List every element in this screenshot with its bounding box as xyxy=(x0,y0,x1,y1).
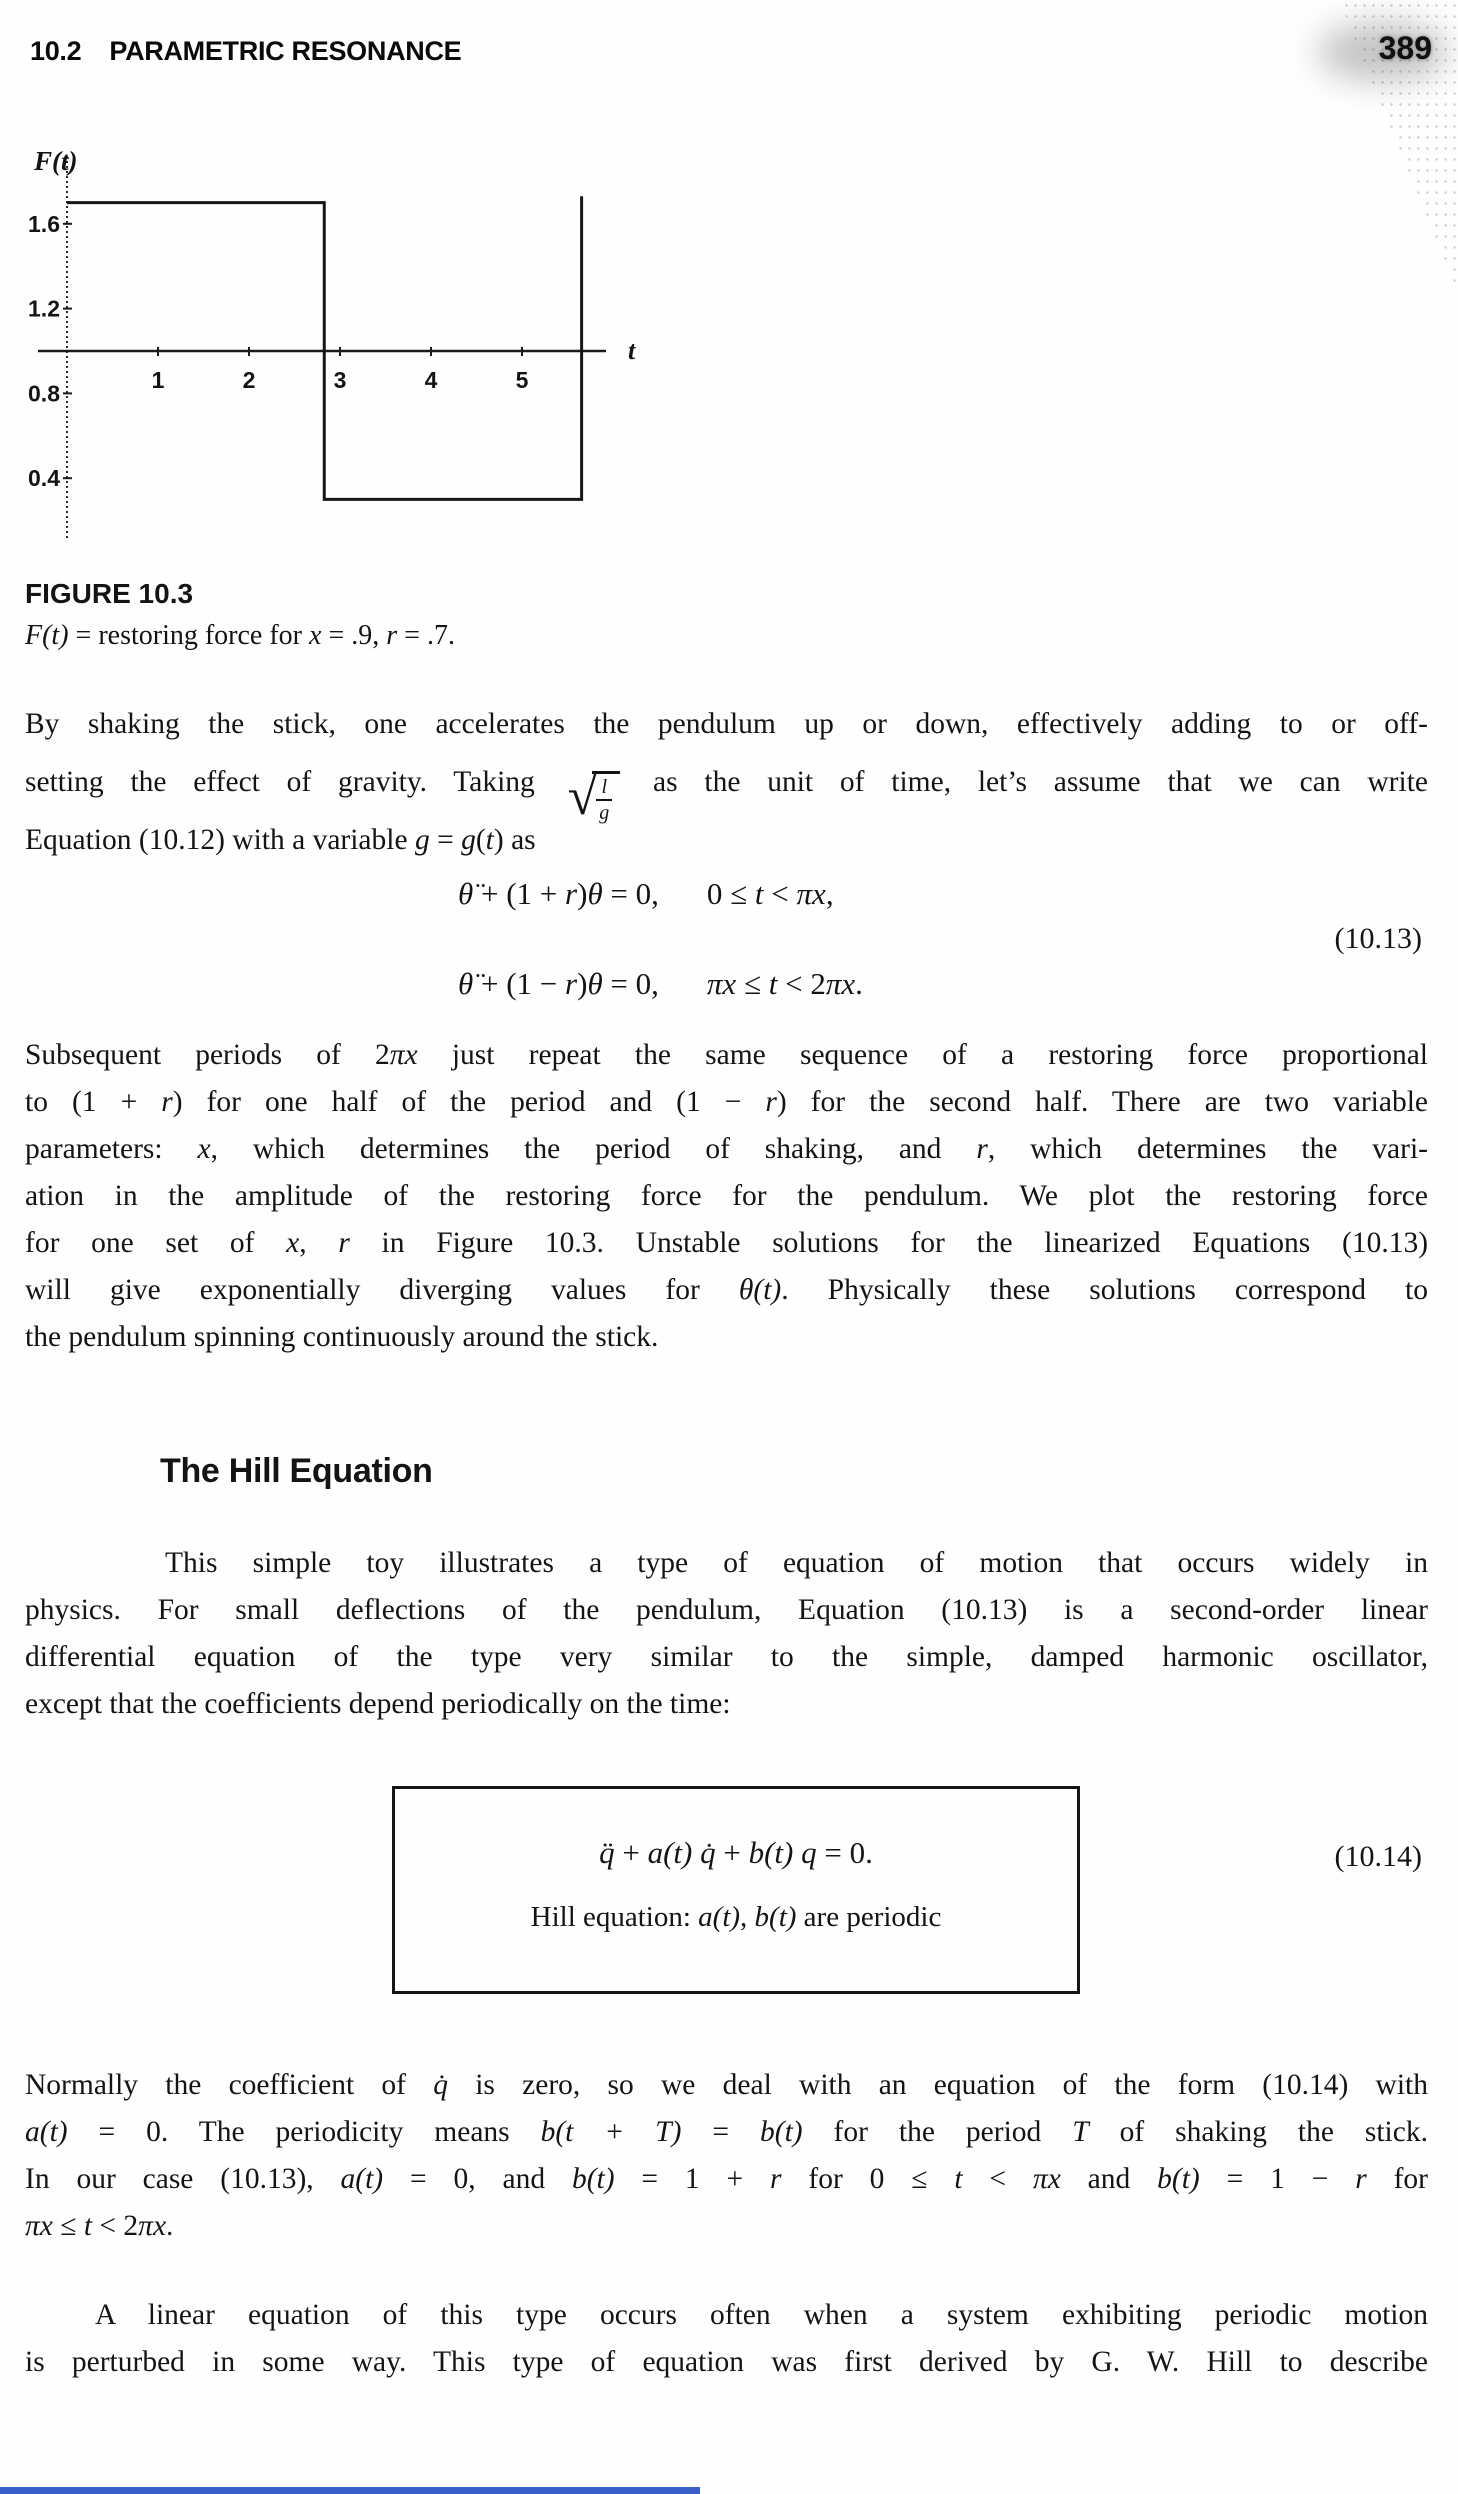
text-line: for one set of x, r in Figure 10.3. Unstable solutions for the linearized Equations (10.13) xyxy=(25,1227,1429,1259)
equation-10-13 xyxy=(0,876,1458,1026)
text-line: the pendulum spinning continuously around the stick. xyxy=(25,1321,659,1353)
figure-10-3-plot xyxy=(22,136,682,571)
hill-equation-box xyxy=(392,1786,1080,1994)
hill-equation-formula: q̈ + a(t) q̇ + b(t) q = 0. xyxy=(599,1835,873,1870)
x-tick-label: 1 xyxy=(151,367,165,393)
y-tick-label: 1.2 xyxy=(28,295,60,322)
bottom-blue-strip xyxy=(0,2487,700,2494)
text-line: a(t) = 0. The periodicity means b(t + T) = b(t) for the period T of shaking the stick. xyxy=(25,2116,1428,2148)
paragraph-simple-toy xyxy=(25,1540,1428,1728)
square-wave xyxy=(67,196,582,499)
figure-caption: F(t) = restoring force for x = .9, r = .7. xyxy=(25,620,455,651)
text-line: is perturbed in some way. This type of equation was first derived by G. W. Hill to describe xyxy=(25,2346,1428,2378)
text-line: ation in the amplitude of the restoring force for the pendulum. We plot the restoring force xyxy=(25,1180,1428,1212)
text-line: Equation (10.12) with a variable g = g(t) as xyxy=(25,824,536,856)
y-tick-label: 0.8 xyxy=(28,380,60,407)
text-line: except that the coefficients depend periodically on the time: xyxy=(25,1688,731,1720)
text-line: In our case (10.13), a(t) = 0, and b(t) = 1 + r for 0 ≤ t < πx and b(t) = 1 − r for xyxy=(25,2163,1428,2195)
x-tick-label: 3 xyxy=(333,367,347,393)
text-line: will give exponentially diverging values for θ(t). Physically these solutions correspond to xyxy=(25,1274,1428,1306)
text-line: differential equation of the type very similar to the simple, damped harmonic oscillator, xyxy=(25,1641,1428,1673)
section-title: PARAMETRIC RESONANCE xyxy=(109,36,462,66)
text-line: πx ≤ t < 2πx. xyxy=(25,2210,174,2242)
text-line: parameters: x, which determines the period of shaking, and r, which determines the vari- xyxy=(25,1133,1428,1165)
paragraph-normally-coefficient xyxy=(25,2062,1428,2250)
x-tick-label: 5 xyxy=(515,367,529,393)
figure-label: FIGURE 10.3 xyxy=(25,578,194,609)
x-tick-label: 2 xyxy=(242,367,256,393)
section-heading-hill-equation: The Hill Equation xyxy=(160,1452,433,1490)
text-line: setting the effect of gravity. Taking √ l g as the unit of time, let’s assume that we can write xyxy=(25,766,1428,826)
running-header xyxy=(30,36,461,67)
text-line: A linear equation of this type occurs often when a system exhibiting periodic motion xyxy=(95,2299,1428,2331)
section-number: 10.2 xyxy=(30,36,82,66)
paragraph-shaking-stick xyxy=(25,695,1428,869)
sqrt-l-over-g: √ l g xyxy=(568,771,621,823)
y-axis-title: F(t) xyxy=(34,146,78,176)
equation-number-10-13: (10.13) xyxy=(1334,922,1422,955)
text-line: Subsequent periods of 2πx just repeat the same sequence of a restoring force proportional xyxy=(25,1039,1429,1071)
y-tick-label: 1.6 xyxy=(28,210,60,237)
equation-10-13-line2: θ̈ + (1 − r)θ = 0, πx ≤ t < 2πx. xyxy=(458,966,863,1001)
x-tick-label: 4 xyxy=(424,367,438,393)
text-line: Normally the coefficient of q̇ is zero, so we deal with an equation of the form (10.14) with xyxy=(25,2069,1429,2101)
equation-number-10-14: (10.14) xyxy=(1334,1840,1422,1873)
paragraph-linear-equation xyxy=(25,2292,1428,2386)
page-number: 389 xyxy=(1378,30,1432,66)
paragraph-subsequent-periods xyxy=(25,1032,1428,1361)
text-line: physics. For small deflections of the pendulum, Equation (10.13) is a second-order linear xyxy=(25,1594,1428,1626)
hill-equation-note: Hill equation: a(t), b(t) are periodic xyxy=(530,1901,942,1933)
text-line: to (1 + r) for one half of the period and (1 − r) for the second half. There are two variable xyxy=(25,1086,1428,1118)
x-axis-title: t xyxy=(628,336,636,365)
equation-10-13-line1: θ̈ + (1 + r)θ = 0, 0 ≤ t < πx, xyxy=(458,876,834,911)
text-line: By shaking the stick, one accelerates the pendulum up or down, effectively adding to or off- xyxy=(25,708,1428,740)
y-tick-label: 0.4 xyxy=(28,465,60,492)
text-line: This simple toy illustrates a type of equation of motion that occurs widely in xyxy=(165,1547,1428,1579)
